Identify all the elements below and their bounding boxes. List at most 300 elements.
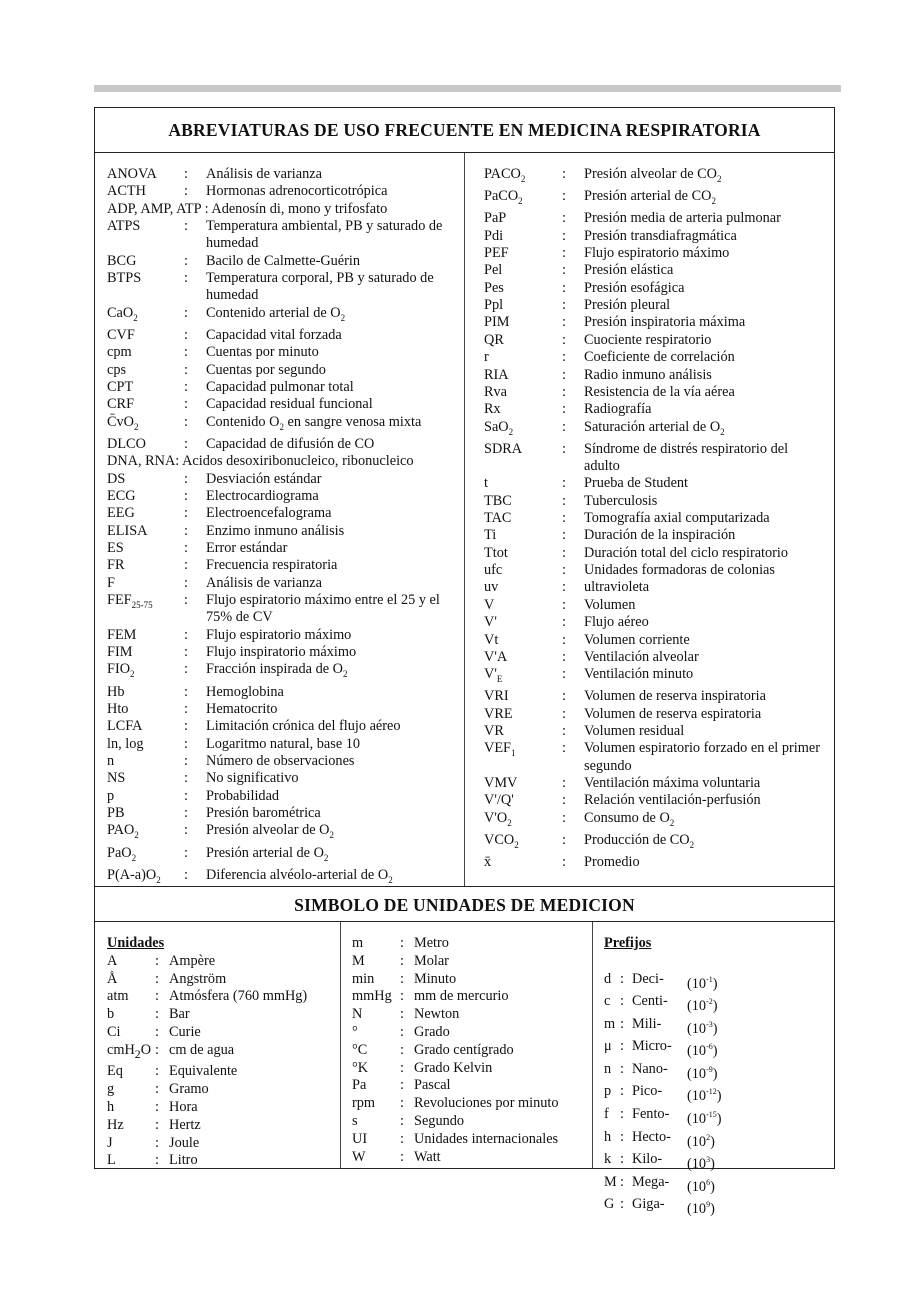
unit-symbol: N [352, 1006, 363, 1023]
separator: : [184, 378, 188, 395]
abbreviation-definition: Presión barométrica [206, 804, 321, 821]
unit-symbol: Pa [352, 1077, 367, 1094]
unit-symbol: L [107, 1152, 116, 1169]
separator: : [562, 383, 566, 400]
unit-name: Atmósfera (760 mmHg) [169, 988, 308, 1005]
abbreviation-definition: Flujo espiratorio máximo [584, 245, 730, 262]
separator: : [184, 700, 188, 717]
separator: : [620, 993, 624, 1010]
abbreviations-left-column [107, 166, 455, 889]
abbreviation-row [484, 527, 826, 544]
abbreviation-term: Hb [107, 683, 125, 700]
abbreviation-term: $P(A-a)O_2$ [107, 866, 161, 885]
abbreviation-definition: Tomografía axial computarizada [584, 510, 770, 527]
abbreviation-term: $VCO_2$ [484, 832, 519, 850]
separator: : [562, 648, 566, 665]
unit-symbol: rpm [352, 1095, 376, 1112]
unit-symbol: A [107, 952, 118, 969]
unit-symbol: cmH$_2$O [107, 1041, 152, 1061]
separator: : [184, 661, 188, 678]
separator: : [620, 1015, 624, 1032]
abbreviation-definition: Ventilación minuto [584, 666, 694, 683]
separator: : [184, 326, 188, 343]
separator: : [155, 1134, 159, 1151]
abbreviation-row [484, 632, 826, 649]
abbreviation-term: F [107, 574, 115, 591]
abbreviations-right-column [484, 166, 826, 872]
unit-name: Angström [169, 970, 227, 987]
abbreviation-definition: Presión transdiafragmática [584, 227, 737, 244]
abbreviation-term: x̄ [484, 854, 492, 871]
separator: : [562, 832, 566, 849]
unit-symbol: Hz [107, 1116, 124, 1133]
abbreviation-term: FEM [107, 626, 137, 643]
abbreviation-row [107, 305, 455, 327]
abbreviation-definition: Presión elástica [584, 262, 674, 279]
abbreviation-definition: Síndrome de distrés respiratorio del adulto [584, 440, 789, 475]
unit-row [352, 1024, 594, 1042]
unit-row [352, 971, 594, 989]
abbreviation-term: ES [107, 539, 124, 556]
unit-symbol: s [352, 1112, 358, 1129]
abbreviation-term: uv [484, 579, 499, 596]
abbreviation-definition: Presión arterial de $CO_2$ [584, 188, 716, 207]
abbreviation-definition: Presión pleural [584, 297, 671, 314]
prefix-row [604, 1106, 829, 1129]
prefixes-column [604, 935, 829, 1219]
abbreviation-row [107, 327, 455, 344]
unit-symbol: °K [352, 1059, 369, 1076]
abbreviation-definition: Saturación arterial de $O_2$ [584, 418, 725, 437]
separator: : [400, 1148, 404, 1165]
abbreviation-term: Vt [484, 631, 499, 648]
separator: : [620, 1128, 624, 1145]
prefix-symbol: c [604, 993, 611, 1010]
abbreviation-row [484, 614, 826, 631]
prefix-power: $(10^6)$ [687, 1177, 715, 1195]
abbreviation-definition: Radiografía [584, 401, 652, 418]
abbreviation-row [107, 505, 455, 522]
unit-name: Metro [414, 935, 449, 951]
abbreviation-term: TAC [484, 510, 512, 527]
unit-name: Unidades internacionales [414, 1130, 559, 1147]
separator: : [155, 1099, 159, 1116]
abbreviation-term: Pes [484, 279, 504, 296]
separator: : [562, 562, 566, 579]
unit-row [352, 935, 594, 953]
abbreviation-row [484, 562, 826, 579]
abbreviation-row [107, 718, 455, 735]
abbreviation-definition: Volumen corriente [584, 631, 690, 648]
unit-row [107, 971, 342, 989]
abbreviation-term: V [484, 596, 495, 613]
prefix-power: $(10^3)$ [687, 1155, 715, 1172]
unit-name: Hora [169, 1099, 198, 1116]
separator: : [184, 718, 188, 735]
abbreviation-definition: Presión alveolar de $CO_2$ [584, 166, 722, 184]
separator: : [562, 314, 566, 331]
abbreviation-term: t [484, 475, 488, 492]
separator: : [620, 1083, 624, 1100]
abbreviation-term: ECG [107, 487, 136, 504]
unit-name: Grado centígrado [414, 1041, 514, 1058]
abbreviation-definition: Volumen de reserva inspiratoria [584, 688, 766, 705]
units-heading: Unidades [107, 935, 165, 951]
abbreviation-definition: Diferencia alvéolo-arterial de $O_2$ [206, 866, 393, 885]
abbreviation-definition: Cuentas por minuto [206, 344, 319, 361]
abbreviation-definition: Contenido arterial de $O_2$ [206, 304, 346, 323]
abbreviation-definition: Ventilación alveolar [584, 648, 699, 665]
unit-symbol: Ci [107, 1023, 121, 1040]
abbreviation-row [484, 210, 826, 227]
separator: : [184, 344, 188, 361]
unit-name: Grado Kelvin [414, 1059, 493, 1076]
separator: : [562, 210, 566, 227]
abbreviation-row [484, 775, 826, 792]
prefix-row [604, 1174, 829, 1197]
separator: : [620, 1151, 624, 1168]
abbreviation-row [107, 523, 455, 540]
abbreviation-definition: Radio inmuno análisis [584, 366, 712, 383]
abbreviation-row [484, 384, 826, 401]
abbreviation-term: $FEF_{25-75}$ [107, 591, 153, 610]
separator: : [184, 361, 188, 378]
separator: : [155, 1041, 159, 1058]
separator: : [184, 413, 188, 430]
prefix-power: $(10^2)$ [687, 1132, 715, 1150]
unit-name: Grado [414, 1023, 450, 1040]
unit-row [107, 1063, 342, 1081]
unit-symbol: h [107, 1099, 115, 1116]
abbreviation-definition: Duración de la inspiración [584, 527, 736, 544]
unit-symbol: mmHg [352, 988, 392, 1005]
separator: : [184, 252, 188, 269]
abbreviation-term: CaO$_2$ [107, 304, 138, 323]
separator: : [562, 401, 566, 418]
abbreviations-title: ABREVIATURAS DE USO FRECUENTE EN MEDICINA RESPIRATORIA [95, 108, 834, 153]
abbreviation-term: r [484, 349, 489, 366]
unit-row [107, 1135, 342, 1153]
abbreviation-row [107, 592, 455, 627]
prefix-symbol: m [604, 1015, 616, 1032]
abbreviation-row [107, 822, 455, 844]
abbreviation-row [484, 441, 826, 476]
unit-row [352, 953, 594, 971]
unit-name: Newton [414, 1006, 460, 1023]
abbreviation-term: ln, log [107, 735, 144, 752]
abbreviation-term: VRI [484, 688, 509, 705]
separator: : [562, 544, 566, 561]
unit-name: Watt [414, 1148, 441, 1165]
abbreviation-row [107, 661, 455, 683]
abbreviation-row [107, 166, 455, 183]
prefix-symbol: f [604, 1105, 609, 1122]
abbreviations-table [94, 107, 835, 1217]
separator: : [184, 770, 188, 787]
separator: : [184, 591, 188, 608]
abbreviation-term: p [107, 787, 115, 804]
separator: : [184, 844, 188, 861]
abbreviation-term: ELISA [107, 522, 148, 539]
abbreviation-definition: Volumen [584, 596, 636, 613]
separator: : [562, 614, 566, 631]
abbreviation-row [107, 644, 455, 661]
unit-name: Joule [169, 1134, 200, 1151]
unit-row [352, 1006, 594, 1024]
abbreviation-row [107, 753, 455, 770]
separator: : [562, 723, 566, 740]
unit-row [107, 1152, 342, 1170]
abbreviation-row [484, 493, 826, 510]
abbreviation-definition: Flujo inspiratorio máximo [206, 644, 357, 660]
prefix-power: $(10^{-12})$ [687, 1087, 722, 1105]
separator: : [400, 1023, 404, 1040]
abbreviation-term: V'A [484, 648, 508, 665]
separator: : [184, 539, 188, 556]
abbreviation-term: Ppl [484, 297, 504, 314]
abbreviation-row [484, 688, 826, 705]
prefix-symbol: k [604, 1151, 612, 1168]
abbreviation-term: VMV [484, 775, 518, 792]
separator: : [620, 1038, 624, 1055]
abbreviation-row [107, 218, 455, 253]
abbreviation-definition: Prueba de Student [584, 475, 689, 492]
prefix-symbol: h [604, 1128, 612, 1145]
units-title: SIMBOLO DE UNIDADES DE MEDICION [95, 886, 834, 922]
abbreviation-row [484, 228, 826, 245]
prefix-row [604, 1061, 829, 1084]
unit-row [107, 1042, 342, 1064]
abbreviation-definition: Logaritmo natural, base 10 [206, 735, 361, 752]
abbreviation-term: RIA [484, 366, 509, 383]
abbreviation-term: CPT [107, 378, 134, 395]
abbreviation-row [484, 349, 826, 366]
separator: : [184, 435, 188, 452]
separator: : [155, 988, 159, 1005]
abbreviation-term: Pdi [484, 227, 504, 244]
separator: : [184, 804, 188, 821]
prefix-power: $(10^{-6})$ [687, 1042, 718, 1060]
abbreviation-row [484, 510, 826, 527]
unit-symbol: M [352, 952, 365, 969]
abbreviation-term: PaP [484, 210, 507, 227]
abbreviation-definition: Producción de $CO_2$ [584, 832, 695, 850]
separator: : [400, 1077, 404, 1094]
abbreviation-row [107, 270, 455, 305]
abbreviation-definition: Relación ventilación-perfusión [584, 792, 761, 809]
prefix-row [604, 1083, 829, 1106]
separator: : [400, 1041, 404, 1058]
separator: : [562, 688, 566, 705]
abbreviation-definition: Presión media de arteria pulmonar [584, 210, 781, 227]
separator: : [400, 1006, 404, 1023]
abbreviation-definition: Limitación crónica del flujo aéreo [206, 718, 401, 735]
abbreviation-row [484, 666, 826, 688]
abbreviation-term: TBC [484, 492, 512, 509]
abbreviation-row [107, 471, 455, 488]
prefix-symbol: μ [604, 1038, 612, 1055]
separator: : [155, 970, 159, 987]
abbreviation-row [484, 740, 826, 775]
separator: : [400, 952, 404, 969]
abbreviation-term: SaO$_2$ [484, 418, 514, 437]
prefix-power: $(10^{-2})$ [687, 997, 718, 1014]
prefix-power: $(10^{-3})$ [687, 1019, 718, 1037]
unit-name: Molar [414, 952, 449, 969]
units-column-1 [107, 935, 342, 1170]
abbreviation-row [107, 788, 455, 805]
unit-name: Bar [169, 1006, 190, 1023]
abbreviation-row [107, 253, 455, 270]
prefix-power: $(10^9)$ [687, 1200, 715, 1217]
abbreviation-row [484, 297, 826, 314]
abbreviation-row [484, 792, 826, 809]
separator: : [562, 331, 566, 348]
separator: : [620, 1196, 624, 1213]
abbreviation-row [107, 183, 455, 200]
unit-row [352, 1113, 594, 1131]
abbreviation-row [484, 810, 826, 832]
separator: : [400, 1059, 404, 1076]
top-rule [94, 85, 841, 92]
abbreviation-definition: Temperatura ambiental, PB y saturado de humedad [206, 218, 443, 252]
abbreviation-term: $PAO_2$ [107, 822, 139, 841]
abbreviation-definition: Cuociente respiratorio [584, 331, 712, 348]
prefix-name: Pico- [632, 1083, 663, 1100]
separator: : [155, 952, 159, 969]
unit-symbol: g [107, 1081, 115, 1098]
abbreviation-definition: Promedio [584, 854, 640, 871]
abbreviation-term: EEG [107, 505, 135, 522]
separator: : [184, 218, 188, 235]
abbreviation-row [107, 575, 455, 592]
abbreviation-row [484, 314, 826, 331]
separator: : [184, 487, 188, 504]
prefix-row [604, 1196, 829, 1219]
separator: : [400, 970, 404, 987]
abbreviation-definition: Análisis de varianza [206, 574, 322, 591]
separator: : [562, 297, 566, 314]
unit-name: Gramo [169, 1081, 209, 1098]
abbreviation-row [484, 166, 826, 188]
separator: : [562, 262, 566, 279]
separator: : [184, 557, 188, 574]
unit-row [107, 1081, 342, 1099]
unit-symbol: Å [107, 970, 118, 987]
unit-name: Minuto [414, 970, 457, 987]
separator: : [400, 1112, 404, 1129]
separator: : [184, 822, 188, 839]
unit-symbol: ° [352, 1023, 358, 1040]
abbreviation-term: $V'O_2$ [484, 809, 512, 828]
spacer [604, 953, 829, 971]
abbreviation-definition: No significativo [206, 770, 299, 787]
prefix-row [604, 1151, 829, 1174]
separator: : [184, 735, 188, 752]
prefix-power: $(10^{-15})$ [687, 1109, 722, 1127]
unit-row [107, 1006, 342, 1024]
abbreviation-term: $PACO_2$ [484, 166, 526, 184]
abbreviation-definition: Capacidad de difusión de CO [206, 435, 375, 452]
separator: : [562, 366, 566, 383]
separator: : [155, 1116, 159, 1133]
abbreviation-row [107, 627, 455, 644]
abbreviation-term: BCG [107, 252, 137, 269]
prefix-row [604, 993, 829, 1016]
abbreviation-definition: Volumen de reserva espiratoria [584, 705, 762, 722]
unit-symbol: J [107, 1134, 113, 1151]
abbreviation-definition: Resistencia de la vía aérea [584, 383, 735, 400]
prefix-name: Mega- [632, 1173, 670, 1190]
separator: : [562, 792, 566, 809]
abbreviation-row [484, 188, 826, 210]
abbreviation-definition: Flujo aéreo [584, 614, 649, 631]
abbreviation-definition: Presión arterial de $O_2$ [206, 844, 329, 863]
unit-row [352, 1042, 594, 1060]
abbreviation-row [484, 854, 826, 871]
abbreviation-definition: Contenido $O_2$ en sangre venosa mixta [206, 413, 422, 432]
abbreviation-definition: Electroencefalograma [206, 505, 332, 522]
abbreviation-term: NS [107, 770, 126, 787]
abbreviation-row [107, 379, 455, 396]
unit-symbol: m [352, 935, 364, 951]
separator: : [184, 166, 188, 182]
unit-symbol: W [352, 1148, 366, 1165]
separator: : [562, 666, 566, 683]
abbreviation-term: ATPS [107, 218, 141, 235]
abbreviation-term: FIM [107, 644, 133, 660]
abbreviation-definition: Presión inspiratoria máxima [584, 314, 746, 331]
abbreviation-definition: Frecuencia respiratoria [206, 557, 338, 574]
separator: : [400, 988, 404, 1005]
unit-symbol: min [352, 970, 375, 987]
separator: : [562, 705, 566, 722]
abbreviation-row [107, 344, 455, 361]
unit-row [107, 1117, 342, 1135]
abbreviation-definition: Volumen espiratorio forzado en el primer segundo [584, 740, 820, 774]
abbreviation-row [107, 557, 455, 574]
abbreviation-definition: Capacidad vital forzada [206, 326, 342, 343]
unit-name: Equivalente [169, 1063, 238, 1080]
abbreviation-term: Rx [484, 401, 501, 418]
separator: : [155, 1006, 159, 1023]
abbreviation-term: cpm [107, 344, 132, 361]
abbreviation-row [107, 540, 455, 557]
separator: : [184, 270, 188, 287]
prefix-symbol: G [604, 1196, 615, 1213]
abbreviation-definition: Ventilación máxima voluntaria [584, 775, 761, 792]
prefix-name: Fento- [632, 1105, 670, 1122]
abbreviation-term: QR [484, 331, 504, 348]
separator: : [184, 522, 188, 539]
abbreviation-definition: Capacidad residual funcional [206, 396, 373, 413]
separator: : [155, 1081, 159, 1098]
abbreviation-definition: Hormonas adrenocorticotrópica [206, 183, 388, 200]
unit-row [352, 1077, 594, 1095]
separator: : [562, 596, 566, 613]
units-column-2 [352, 935, 594, 1166]
column-divider [464, 153, 465, 886]
separator: : [155, 1152, 159, 1169]
abbreviation-term: BTPS [107, 270, 142, 287]
abbreviation-term: Ttot [484, 544, 508, 561]
separator: : [562, 492, 566, 509]
abbreviation-term: n [107, 752, 115, 769]
unit-symbol: UI [352, 1130, 368, 1147]
abbreviation-row [484, 832, 826, 854]
prefix-name: Mili- [632, 1015, 662, 1032]
unit-row [352, 1149, 594, 1167]
